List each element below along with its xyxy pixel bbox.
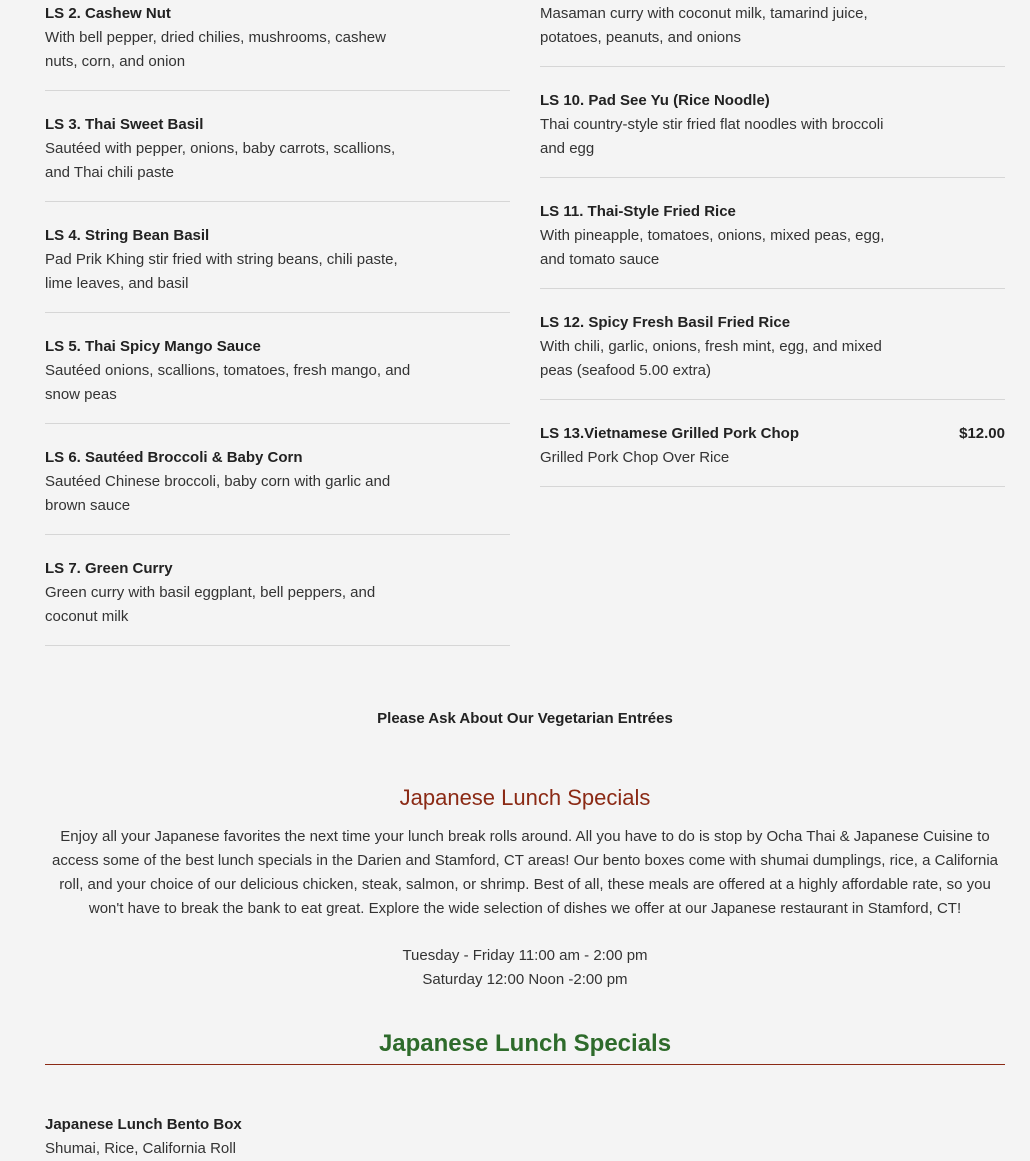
menu-item — [540, 304, 1005, 400]
menu-item-price: $12.00 — [959, 425, 1005, 442]
menu-item-description: Sautéed onions, scallions, tomatoes, fresh mango, and snow peas — [45, 362, 411, 403]
menu-item-continued — [540, 0, 1005, 67]
menu-item-name: Japanese Lunch Bento Box — [45, 1116, 242, 1133]
menu-item-bento-box — [45, 1113, 1005, 1161]
lunch-hours — [45, 944, 1005, 992]
vegetarian-note: Please Ask About Our Vegetarian Entrées — [377, 710, 673, 727]
menu-item-description: Sautéed with pepper, onions, baby carrots, scallions, and Thai chili paste — [45, 140, 396, 181]
menu-item-name: LS 3. Thai Sweet Basil — [45, 116, 204, 133]
menu-item — [540, 193, 1005, 289]
japanese-section-title: Japanese Lunch Specials — [399, 785, 651, 810]
menu-item-name: LS 4. String Bean Basil — [45, 227, 210, 244]
menu-item-description: Masaman curry with coconut milk, tamarind juice, potatoes, peanuts, and onions — [540, 5, 868, 46]
menu-item-description: Grilled Pork Chop Over Rice — [540, 449, 730, 466]
menu-item-description: Green curry with basil eggplant, bell peppers, and coconut milk — [45, 584, 376, 625]
menu-item-description: Thai country-style stir fried flat noodles with broccoli and egg — [540, 116, 884, 157]
thai-lunch-columns — [45, 0, 1005, 661]
menu-item-name: LS 11. Thai-Style Fried Rice — [540, 203, 736, 220]
menu-item-description: With bell pepper, dried chilies, mushrooms, cashew nuts, corn, and onion — [45, 29, 386, 70]
menu-item — [45, 328, 510, 424]
menu-item — [45, 217, 510, 313]
menu-item — [45, 0, 510, 91]
menu-item — [45, 439, 510, 535]
menu-item — [540, 415, 1005, 487]
menu-item-description: Pad Prik Khing stir fried with string beans, chili paste, lime leaves, and basil — [45, 251, 398, 292]
menu-item-name: LS 10. Pad See Yu (Rice Noodle) — [540, 92, 770, 109]
menu-item-description: With chili, garlic, onions, fresh mint, egg, and mixed peas (seafood 5.00 extra) — [540, 338, 882, 379]
japanese-section-intro: Enjoy all your Japanese favorites the next time your lunch break rolls around. All you have to do is stop by Ocha Thai & Japanese Cuisine to access some of the best lunch specials in the Darien and Stamford, CT areas! Our bento boxes come with shumai dumplings, rice, a California roll, and your choice of our delicious chicken, steak, salmon, or shrimp. Best of all, these meals are offered at a highly affordable rate, so you won't have to break the bank to eat great. Explore the wide selection of dishes we offer at our Japanese restaurant in Stamford, CT! — [51, 828, 999, 917]
menu-item-name: LS 5. Thai Spicy Mango Sauce — [45, 338, 261, 355]
menu-item-name: LS 13.Vietnamese Grilled Pork Chop — [540, 425, 799, 442]
menu-item-name: LS 2. Cashew Nut — [45, 5, 171, 22]
menu-item — [540, 82, 1005, 178]
menu-item-description: With pineapple, tomatoes, onions, mixed peas, egg, and tomato sauce — [540, 227, 885, 268]
menu-page — [45, 0, 1005, 1161]
japanese-menu-heading: Japanese Lunch Specials — [45, 1028, 1005, 1065]
menu-item-name: LS 12. Spicy Fresh Basil Fried Rice — [540, 314, 791, 331]
menu-item-description: Shumai, Rice, California Roll — [45, 1140, 236, 1157]
right-menu-column — [540, 0, 1005, 661]
menu-item-name: LS 6. Sautéed Broccoli & Baby Corn — [45, 449, 303, 466]
menu-item-description: Sautéed Chinese broccoli, baby corn with garlic and brown sauce — [45, 473, 391, 514]
hours-saturday: Saturday 12:00 Noon -2:00 pm — [422, 971, 628, 988]
left-menu-column — [45, 0, 510, 661]
hours-weekday: Tuesday - Friday 11:00 am - 2:00 pm — [402, 947, 648, 964]
menu-item-name: LS 7. Green Curry — [45, 560, 173, 577]
menu-item — [45, 550, 510, 646]
menu-item — [45, 106, 510, 202]
